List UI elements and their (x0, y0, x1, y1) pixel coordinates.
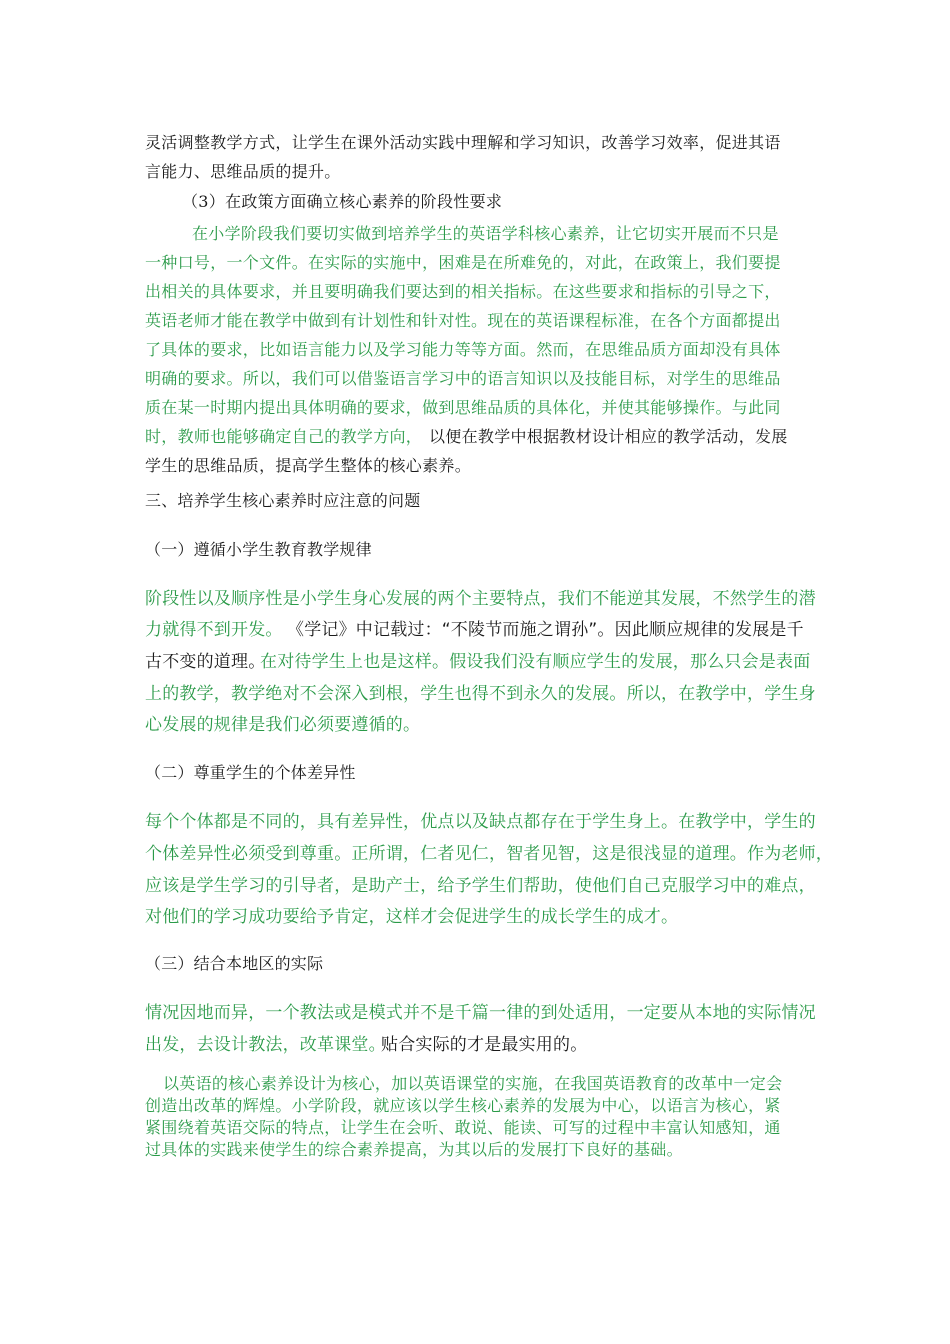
text-line: 在小学阶段我们要切实做到培养学生的英语学科核心素养，让它切实开展而不只是 (192, 224, 779, 243)
text-line: 时，教师也能够确定自己的教学方向， (145, 427, 423, 446)
subsection-heading-1: （一）遵循小学生教育教学规律 (145, 540, 372, 559)
text-line: 贴合实际的才是最实用的。 (381, 1035, 588, 1055)
text-line: 对他们的学习成功要给予肯定，这样才会促进学生的成长学生的成才。 (145, 907, 679, 927)
text-line: 应该是学生学习的引导者，是助产士，给予学生们帮助，使他们自己克服学习中的难点， (145, 876, 816, 896)
text-line: 英语老师才能在教学中做到有计划性和针对性。现在的英语课程标准，在各个方面都提出 (145, 311, 781, 330)
text-line: 阶段性以及顺序性是小学生身心发展的两个主要特点，我们不能逆其发展，不然学生的潜 (145, 589, 816, 609)
text-line: 在对待学生上也是这样。假设我们没有顺应学生的发展，那么只会是表面 (260, 652, 811, 672)
text-line: 每个个体都是不同的，具有差异性，优点以及缺点都存在于学生身上。在教学中，学生的 (145, 812, 816, 832)
text-line: 力就得不到开发。 (145, 620, 283, 640)
text-line: 一种口号，一个文件。在实际的实施中，困难是在所难免的，对此，在政策上，我们要提 (145, 253, 781, 272)
text-line: 了具体的要求，比如语言能力以及学习能力等等方面。然而，在思维品质方面却没有具体 (145, 340, 781, 359)
text-line: 以便在教学中根据教材设计相应的教学活动，发展 (429, 427, 788, 446)
text-line: 《学记》中记载过：“不陵节而施之谓孙”。因此顺应规律的发展是千 (287, 620, 804, 640)
subsection-heading-3b: （三）结合本地区的实际 (145, 954, 324, 973)
text-line: 心发展的规律是我们必须要遵循的。 (145, 715, 421, 735)
text-line: 过具体的实践来使学生的综合素养提高，为其以后的发展打下良好的基础。 (145, 1140, 683, 1159)
text-line: 灵活调整教学方式，让学生在课外活动实践中理解和学习知识，改善学习效率，促进其语 (145, 133, 781, 152)
text-line: 言能力、思维品质的提升。 (145, 162, 341, 181)
text-line: 情况因地而异，一个教法或是模式并不是千篇一律的到处适用，一定要从本地的实际情况 (145, 1003, 816, 1023)
text-line: 古不变的道理。 (145, 652, 266, 672)
text-line: 上的教学，教学绝对不会深入到根，学生也得不到永久的发展。所以，在教学中，学生身 (145, 684, 816, 704)
section-heading: 三、培养学生核心素养时应注意的问题 (145, 491, 421, 510)
text-line: 出相关的具体要求，并且要明确我们要达到的相关指标。在这些要求和指标的引导之下， (145, 282, 781, 301)
text-line: 以英语的核心素养设计为核心，加以英语课堂的实施，在我国英语教育的改革中一定会 (163, 1074, 783, 1093)
subsection-heading-2: （二）尊重学生的个体差异性 (145, 763, 356, 782)
text-line: 明确的要求。所以，我们可以借鉴语言学习中的语言知识以及技能目标，对学生的思维品 (145, 369, 781, 388)
text-line: 紧围绕着英语交际的特点，让学生在会听、敢说、能读、可写的过程中丰富认知感知，通 (145, 1118, 781, 1137)
text-line: 创造出改革的辉煌。小学阶段，就应该以学生核心素养的发展为中心，以语言为核心，紧 (145, 1096, 781, 1115)
text-line: 学生的思维品质，提高学生整体的核心素养。 (145, 456, 472, 475)
text-line: 质在某一时期内提出具体明确的要求，做到思维品质的具体化，并使其能够操作。与此同 (145, 398, 781, 417)
text-line: 个体差异性必须受到尊重。正所谓，仁者见仁，智者见智，这是很浅显的道理。作为老师， (145, 844, 833, 864)
subsection-heading-3: （3）在政策方面确立核心素养的阶段性要求 (182, 192, 503, 211)
text-line: 出发，去设计教法，改革课堂。 (145, 1035, 386, 1055)
